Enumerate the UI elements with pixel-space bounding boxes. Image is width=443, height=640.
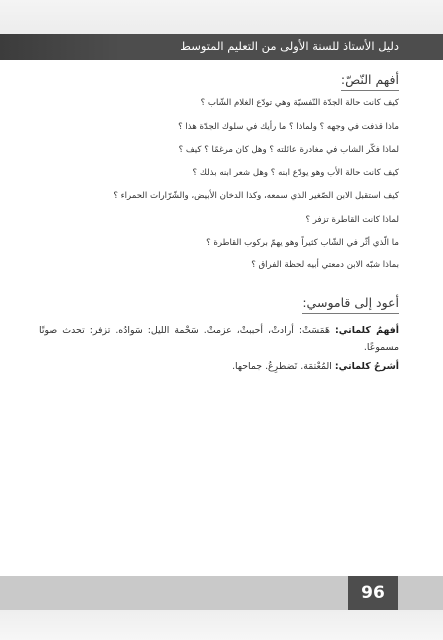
question-1: كيف كانت حالة الجدّة النّفسيّة وهي تودّع الغلام الشّاب ؟: [200, 98, 399, 108]
page-number: 96: [348, 576, 398, 610]
entry-label: أفهمُ كلماتي:: [334, 325, 399, 336]
section-title-understand: أفهم النّصّ:: [341, 72, 399, 91]
question-6: لماذا كانت القاطرة تزفر ؟: [305, 215, 399, 225]
question-3: لماذا فكّر الشاب في مغادرة عائلته ؟ وهل كان مرغمًا ؟ كيف ؟: [178, 145, 399, 155]
entry-text: هَمَسَتْ: أرادتْ، أحببتْ، عزمتْ. سَحْمة الليل: سَوادُه. تزفر: تحدث صوتًا مسموعًا.: [39, 325, 399, 353]
question-8: بماذا شبّه الابن دمعتي أبيه لحظة الفراق ؟: [251, 260, 399, 270]
entry-label: أشرحُ كلماتي:: [334, 361, 399, 372]
question-7: ما الّذي أثّر في الشّاب كثيراً وهو يهمّ بركوب القاطرة ؟: [206, 238, 399, 248]
entry-text: المُعْتمَة. تَضطرِعُ. جماحها.: [232, 361, 335, 372]
section-title-dictionary: أعود إلى قاموسي:: [302, 295, 399, 314]
bottom-band: [0, 610, 443, 640]
question-2: ماذا قذفت في وجهه ؟ ولماذا ؟ ما رأيك في سلوك الجدّة هذا ؟: [178, 122, 399, 132]
question-5: كيف استقبل الابن الصّغير الذي سمعه، وكذا الدخان الأبيض، والشّرّارات الحمراء ؟: [113, 191, 399, 201]
dictionary-entry-explain: [39, 358, 399, 375]
running-header-title: دليل الأستاذ للسنة الأولى من التعليم المتوسط: [180, 39, 399, 53]
dictionary-entry-understand: [39, 322, 399, 356]
question-4: كيف كانت حالة الأب وهو يودّع ابنه ؟ وهل شعر ابنه بذلك ؟: [192, 168, 399, 178]
